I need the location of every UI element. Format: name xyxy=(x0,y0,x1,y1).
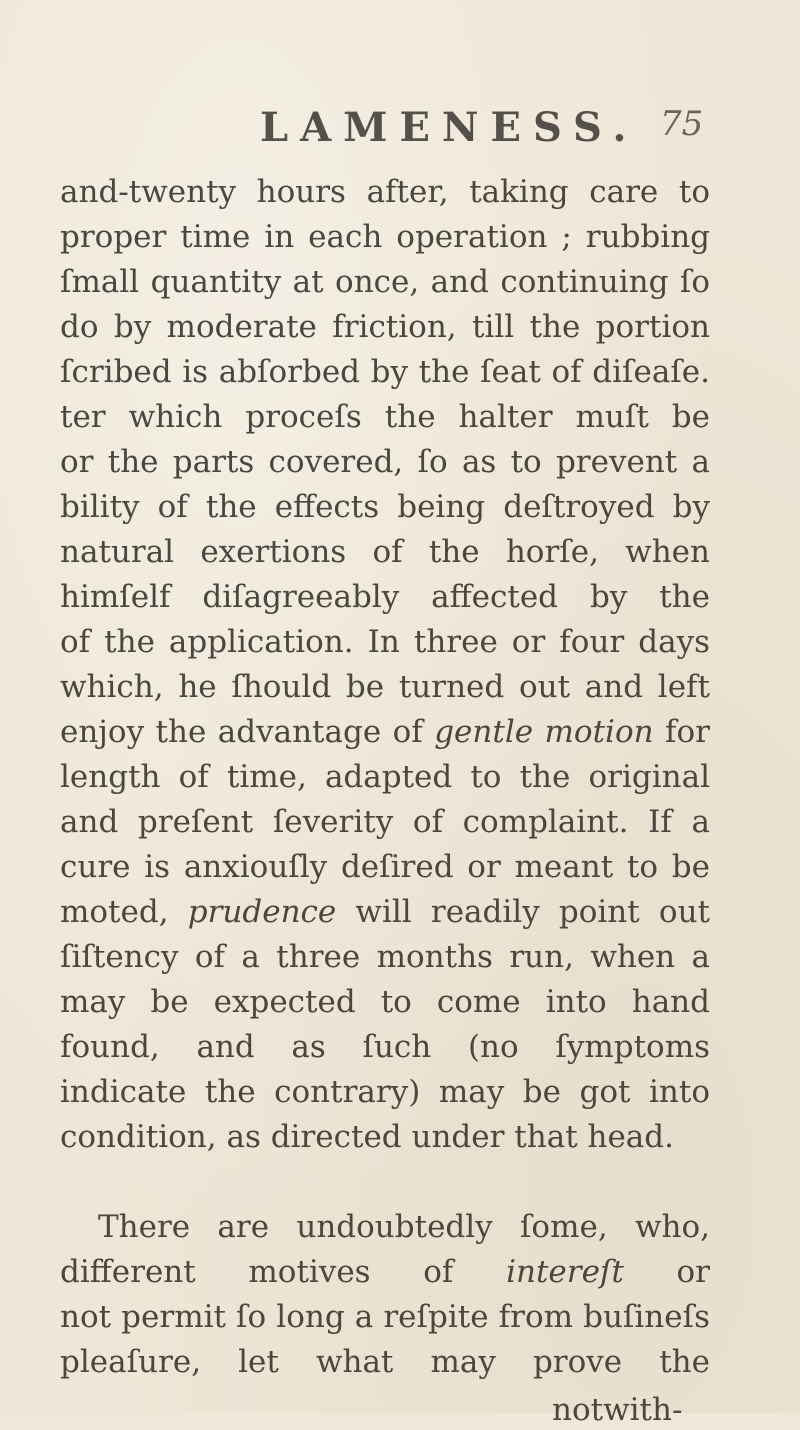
text-line: There are undoubtedly ſome, who, xyxy=(98,1209,710,1245)
text-line: and-twenty hours after, taking care to xyxy=(60,174,710,210)
text-line: bility of the effects being deſtroyed by xyxy=(60,489,710,525)
text-line: himſelf diſagreeably affected by the xyxy=(60,579,710,615)
text-line: ſmall quantity at once, and continuing ſo xyxy=(60,264,710,300)
text-line: indicate the contrary) may be got into xyxy=(60,1074,710,1110)
text-line: may be expected to come into hand xyxy=(60,984,710,1020)
text-line: cure is anxiouſly deſired or meant to be xyxy=(60,849,710,885)
italic-text: gentle motion xyxy=(434,714,654,750)
text-line: length of time, adapted to the original xyxy=(60,759,710,795)
text-run: for xyxy=(665,714,710,750)
text-run: enjoy the advantage of xyxy=(60,714,435,750)
text-run: different motives of xyxy=(60,1254,507,1290)
text-line xyxy=(60,892,710,932)
text-line: natural exertions of the horſe, when xyxy=(60,534,710,570)
text-line: not permit ſo long a reſpite from buſineſs xyxy=(60,1299,710,1335)
text-line: ter which proceſs the halter muſt be xyxy=(60,399,710,435)
text-line: ſiſtency of a three months run, when a xyxy=(60,939,710,975)
page-number: 75 xyxy=(660,104,704,144)
text-line: ſcribed is abſorbed by the ſeat of diſeaſe. xyxy=(60,354,710,390)
italic-text: prudence xyxy=(187,894,337,930)
text-line: and preſent ſeverity of complaint. If a xyxy=(60,804,710,840)
text-run: or xyxy=(623,1254,710,1290)
italic-text: intereſt xyxy=(506,1254,624,1290)
text-line: of the application. In three or four days xyxy=(60,624,710,660)
text-line: pleaſure, let what may prove the xyxy=(60,1344,710,1380)
text-line: which, he ſhould be turned out and left xyxy=(60,669,710,705)
text-line xyxy=(60,712,710,752)
text-line: proper time in each operation ; rubbing xyxy=(60,219,710,255)
running-head xyxy=(0,100,800,160)
text-line: condition, as directed under that head. xyxy=(60,1119,674,1155)
text-line: do by moderate friction, till the portion xyxy=(60,309,710,345)
text-run: moted, xyxy=(60,894,188,930)
catchword: notwith- xyxy=(552,1392,683,1428)
chapter-title: LAMENESS. xyxy=(260,104,639,151)
text-line: or the parts covered, ſo as to prevent a xyxy=(60,444,710,480)
text-line: found, and as ſuch (no ſymptoms xyxy=(60,1029,710,1065)
text-run: will readily point out xyxy=(355,894,710,930)
text-line xyxy=(60,1252,710,1292)
